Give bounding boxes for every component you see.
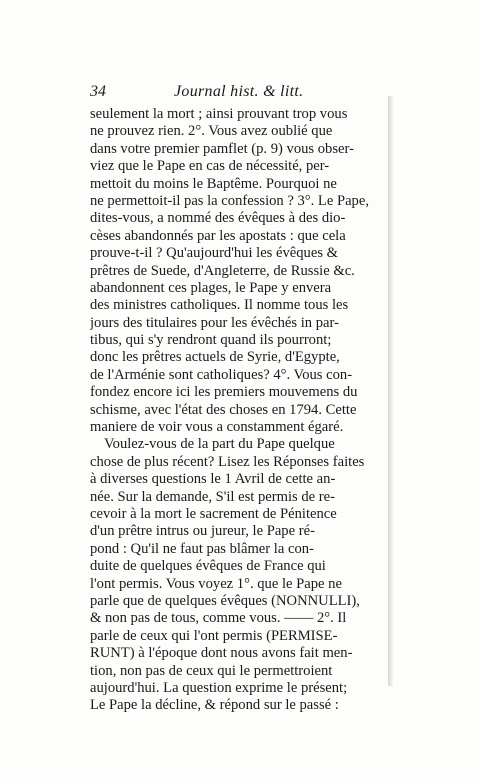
text-line: ne prouvez rien. 2°. Vous avez oublié que xyxy=(90,123,333,140)
text-line: aujourd'hui. La question exprime le présent; xyxy=(90,679,348,696)
text-line: seulement la mort ; ainsi prouvant trop vous xyxy=(90,106,348,122)
page-header xyxy=(90,83,390,105)
text-line: Le Pape la décline, & répond sur le passé : xyxy=(90,697,339,714)
text-line: parle de ceux qui l'ont permis (PERMISE- xyxy=(90,627,338,644)
text-line: dans votre premier pamflet (p. 9) vous obser- xyxy=(90,140,354,157)
text-line: viez que le Pape en cas de nécessité, per- xyxy=(90,158,330,175)
text-line: parle que de quelques évêques (NONNULLI), xyxy=(90,592,360,609)
text-line: ne permettoit-il pas la confession ? 3°. Le Pape, xyxy=(90,192,369,209)
text-line: duite de quelques évêques de France qui xyxy=(90,558,326,575)
text-line: abandonnent ces plages, le Pape y envera xyxy=(90,279,332,296)
text-line: tibus, qui s'y rendront quand ils pourront; xyxy=(90,332,332,349)
text-line: RUNT) à l'époque dont nous avons fait men- xyxy=(90,645,353,662)
text-line: pond : Qu'il ne faut pas blâmer la con- xyxy=(90,540,314,557)
text-line: née. Sur la demande, S'il est permis de re- xyxy=(90,488,335,505)
text-line: & non pas de tous, comme vous. —— 2°. Il xyxy=(90,610,347,627)
text-line: schisme, avec l'état des choses en 1794. Cette xyxy=(90,401,357,418)
text-line: maniere de voir vous a constamment égaré. xyxy=(90,419,344,436)
text-line: des ministres catholiques. Il nomme tous les xyxy=(90,297,349,314)
text-line: prêtres de Suede, d'Angleterre, de Russie &c. xyxy=(90,262,355,279)
text-line: chose de plus récent? Lisez les Réponses faites xyxy=(90,453,365,470)
text-line: d'un prêtre intrus ou jureur, le Pape ré- xyxy=(90,523,315,540)
text-line: cevoir à la mort le sacrement de Pénitence xyxy=(90,505,337,522)
text-line: à diverses questions le 1 Avril de cette an- xyxy=(90,471,336,488)
text-line: cèses abandonnés par les apostats : que cela xyxy=(90,227,346,244)
text-line: jours des titulaires pour les évêchés in par- xyxy=(90,314,339,331)
text-line: de l'Arménie sont catholiques? 4°. Vous con- xyxy=(90,366,353,383)
text-line: donc les prêtres actuels de Syrie, d'Egypte, xyxy=(90,349,340,366)
text-line: fondez encore ici les premiers mouvemens du xyxy=(90,384,358,401)
text-line: Voulez-vous de la part du Pape quelque xyxy=(104,436,335,453)
page-number: 34 xyxy=(90,83,106,100)
body-text xyxy=(90,106,386,715)
gutter-shadow xyxy=(388,96,394,686)
text-line: mettoit du moins le Baptême. Pourquoi ne xyxy=(90,175,337,192)
text-line: dites-vous, a nommé des évêques à des dio- xyxy=(90,210,346,227)
text-line: prouve-t-il ? Qu'aujourd'hui les évêques & xyxy=(90,245,339,262)
text-line: l'ont permis. Vous voyez 1°. que le Pape ne xyxy=(90,575,342,592)
text-line: tion, non pas de ceux qui le permettroient xyxy=(90,662,333,679)
running-title: Journal hist. & litt. xyxy=(174,83,304,100)
